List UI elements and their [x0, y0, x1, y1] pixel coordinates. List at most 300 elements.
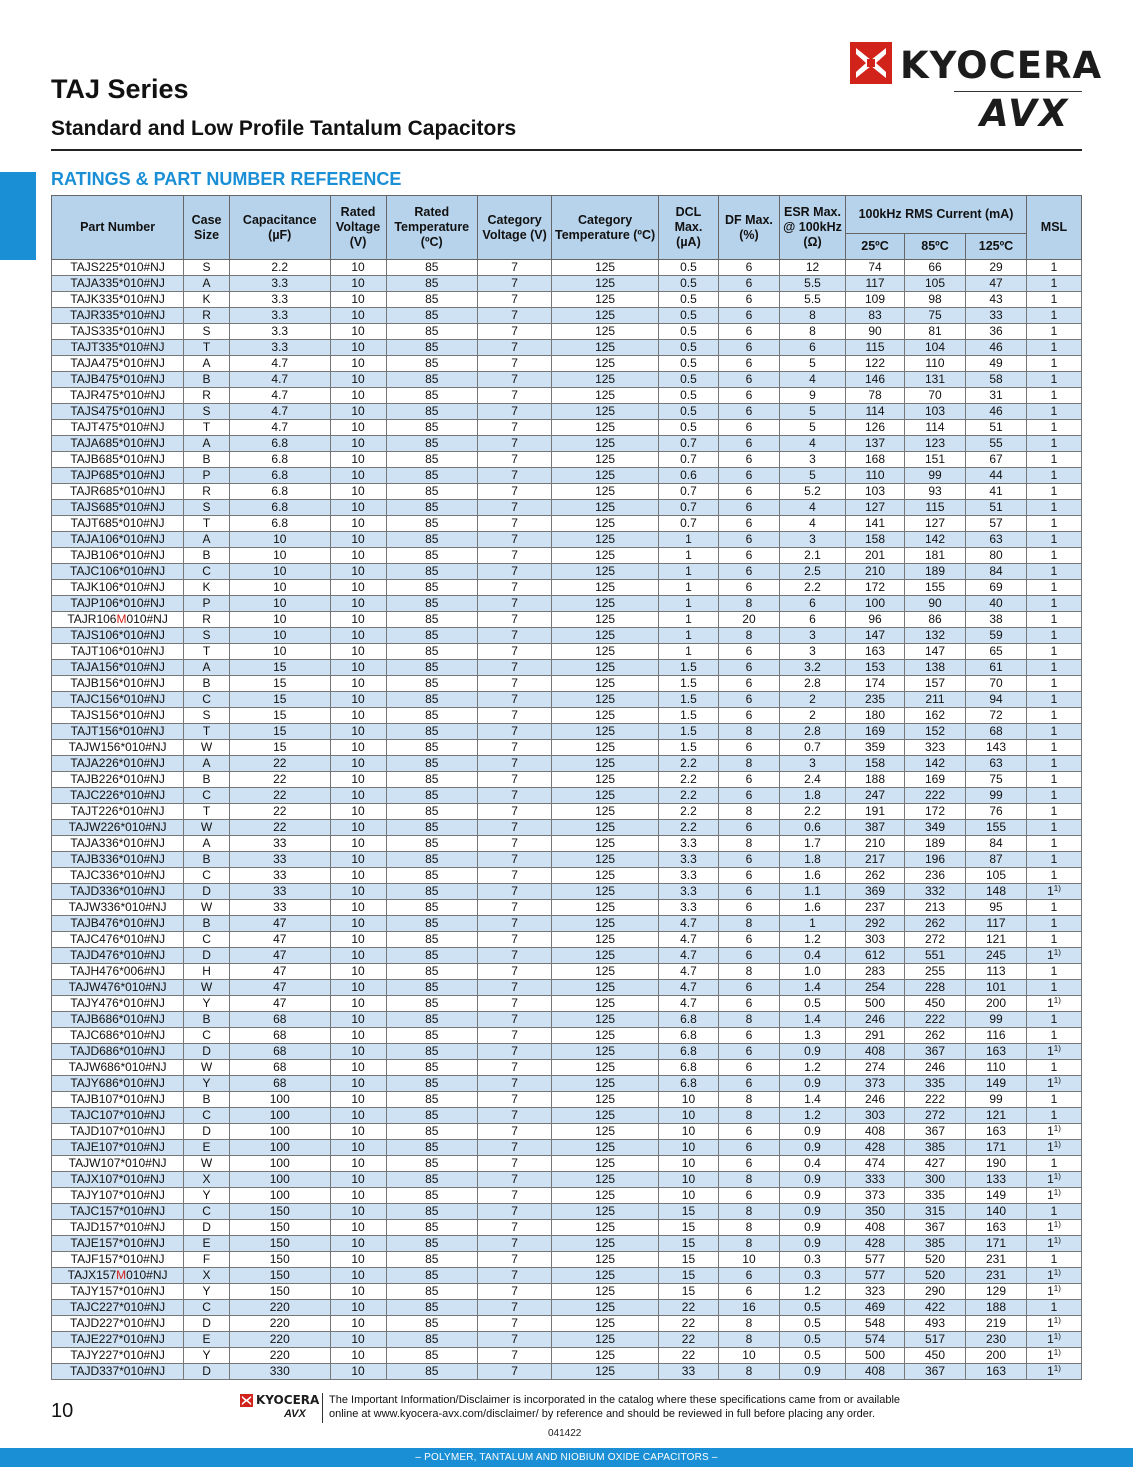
cell-df: 6	[718, 468, 779, 484]
cell-df: 6	[718, 404, 779, 420]
cell-rms-25c: 408	[846, 1220, 905, 1236]
table-row	[52, 692, 1082, 708]
cell-rms-85c: 517	[905, 1332, 966, 1348]
cell-rms-85c: 228	[905, 980, 966, 996]
cell-category-temperature: 125	[552, 1172, 659, 1188]
cell-rms-125c: 68	[966, 724, 1027, 740]
cell-dcl: 0.5	[658, 276, 718, 292]
cell-esr: 0.9	[779, 1364, 845, 1380]
cell-rated-voltage: 10	[330, 884, 386, 900]
cell-df: 6	[718, 1124, 779, 1140]
cell-case-size: R	[184, 612, 230, 628]
cell-df: 6	[718, 1268, 779, 1284]
cell-rated-temperature: 85	[386, 340, 478, 356]
table-row	[52, 532, 1082, 548]
table-row	[52, 1012, 1082, 1028]
cell-df: 6	[718, 292, 779, 308]
cell-rms-85c: 335	[905, 1188, 966, 1204]
table-row	[52, 868, 1082, 884]
cell-df: 6	[718, 852, 779, 868]
cell-rated-temperature: 85	[386, 596, 478, 612]
cell-rated-temperature: 85	[386, 612, 478, 628]
cell-df: 6	[718, 676, 779, 692]
cell-rms-85c: 142	[905, 532, 966, 548]
cell-part-number: TAJT226*010#NJ	[52, 804, 184, 820]
msl-value: 1	[1047, 1124, 1054, 1138]
footer-logo	[240, 1393, 320, 1425]
footer-logo-sub: AVX	[284, 1408, 306, 1420]
cell-category-temperature: 125	[552, 1140, 659, 1156]
cell-rms-25c: 117	[846, 276, 905, 292]
cell-category-voltage: 7	[478, 1300, 552, 1316]
cell-esr: 3.2	[779, 660, 845, 676]
cell-rms-125c: 171	[966, 1236, 1027, 1252]
cell-df: 6	[718, 1044, 779, 1060]
cell-category-voltage: 7	[478, 932, 552, 948]
cell-rms-85c: 385	[905, 1140, 966, 1156]
cell-capacitance: 100	[229, 1140, 330, 1156]
table-row	[52, 340, 1082, 356]
cell-category-voltage: 7	[478, 756, 552, 772]
footnote-marker: 1)	[1053, 1236, 1061, 1245]
cell-category-temperature: 125	[552, 452, 659, 468]
cell-case-size: A	[184, 660, 230, 676]
cell-rated-temperature: 85	[386, 1092, 478, 1108]
cell-rms-25c: 303	[846, 1108, 905, 1124]
cell-rms-85c: 172	[905, 804, 966, 820]
table-row	[52, 916, 1082, 932]
table-row	[52, 820, 1082, 836]
cell-df: 20	[718, 612, 779, 628]
cell-capacitance: 10	[229, 548, 330, 564]
cell-rms-85c: 493	[905, 1316, 966, 1332]
cell-rms-85c: 162	[905, 708, 966, 724]
cell-category-temperature: 125	[552, 532, 659, 548]
cell-rated-temperature: 85	[386, 468, 478, 484]
cell-esr: 0.5	[779, 996, 845, 1012]
cell-part-number: TAJW336*010#NJ	[52, 900, 184, 916]
cell-rated-voltage: 10	[330, 276, 386, 292]
cell-part-number: TAJS156*010#NJ	[52, 708, 184, 724]
cell-rms-125c: 43	[966, 292, 1027, 308]
table-row	[52, 964, 1082, 980]
cell-capacitance: 100	[229, 1124, 330, 1140]
cell-rms-25c: 387	[846, 820, 905, 836]
cell-esr: 6	[779, 340, 845, 356]
cell-rated-voltage: 10	[330, 436, 386, 452]
part-number-segment: 010#NJ	[126, 1268, 168, 1282]
cell-msl: 1	[1027, 260, 1082, 276]
footnote-marker: 1)	[1053, 884, 1061, 893]
cell-category-temperature: 125	[552, 596, 659, 612]
cell-category-voltage: 7	[478, 612, 552, 628]
cell-rated-voltage: 10	[330, 548, 386, 564]
cell-msl	[1027, 884, 1082, 900]
table-row	[52, 420, 1082, 436]
table-row	[52, 1140, 1082, 1156]
cell-rms-125c: 29	[966, 260, 1027, 276]
cell-esr: 2.5	[779, 564, 845, 580]
cell-category-temperature: 125	[552, 388, 659, 404]
msl-value: 1	[1047, 948, 1054, 962]
cell-rms-25c: 333	[846, 1172, 905, 1188]
cell-capacitance: 6.8	[229, 516, 330, 532]
table-row	[52, 1060, 1082, 1076]
cell-category-temperature: 125	[552, 1284, 659, 1300]
cell-msl: 1	[1027, 804, 1082, 820]
cell-esr: 0.9	[779, 1172, 845, 1188]
cell-category-voltage: 7	[478, 516, 552, 532]
cell-rms-25c: 408	[846, 1044, 905, 1060]
cell-rms-85c: 385	[905, 1236, 966, 1252]
cell-category-voltage: 7	[478, 452, 552, 468]
cell-category-temperature: 125	[552, 1124, 659, 1140]
cell-rated-voltage: 10	[330, 740, 386, 756]
cell-rms-85c: 367	[905, 1044, 966, 1060]
cell-esr: 2.2	[779, 804, 845, 820]
cell-case-size: X	[184, 1268, 230, 1284]
cell-esr: 6	[779, 596, 845, 612]
cell-case-size: T	[184, 644, 230, 660]
cell-esr: 0.3	[779, 1268, 845, 1284]
cell-category-temperature: 125	[552, 1316, 659, 1332]
footer-separator	[322, 1393, 323, 1423]
cell-rated-temperature: 85	[386, 1028, 478, 1044]
cell-rated-voltage: 10	[330, 980, 386, 996]
cell-case-size: R	[184, 308, 230, 324]
cell-capacitance: 100	[229, 1188, 330, 1204]
cell-part-number: TAJB107*010#NJ	[52, 1092, 184, 1108]
cell-case-size: D	[184, 1364, 230, 1380]
cell-part-number: TAJD336*010#NJ	[52, 884, 184, 900]
cell-dcl: 6.8	[658, 1028, 718, 1044]
cell-rms-25c: 96	[846, 612, 905, 628]
table-row	[52, 1124, 1082, 1140]
cell-part-number: TAJA226*010#NJ	[52, 756, 184, 772]
cell-rated-voltage: 10	[330, 1108, 386, 1124]
cell-capacitance: 10	[229, 580, 330, 596]
table-row	[52, 372, 1082, 388]
cell-esr: 0.9	[779, 1124, 845, 1140]
cell-category-temperature: 125	[552, 676, 659, 692]
cell-msl	[1027, 1348, 1082, 1364]
cell-category-temperature: 125	[552, 1236, 659, 1252]
cell-rms-125c: 40	[966, 596, 1027, 612]
header-divider	[51, 149, 1082, 151]
cell-case-size: C	[184, 1300, 230, 1316]
cell-rms-85c: 66	[905, 260, 966, 276]
cell-dcl: 0.7	[658, 484, 718, 500]
cell-capacitance: 22	[229, 756, 330, 772]
cell-dcl: 15	[658, 1220, 718, 1236]
cell-rated-temperature: 85	[386, 804, 478, 820]
cell-part-number: TAJW686*010#NJ	[52, 1060, 184, 1076]
cell-msl	[1027, 1044, 1082, 1060]
cell-case-size: Y	[184, 1284, 230, 1300]
cell-esr: 5	[779, 404, 845, 420]
cell-esr: 0.4	[779, 948, 845, 964]
cell-category-voltage: 7	[478, 324, 552, 340]
cell-rated-voltage: 10	[330, 484, 386, 500]
table-row	[52, 484, 1082, 500]
cell-case-size: C	[184, 1108, 230, 1124]
cell-rms-25c: 103	[846, 484, 905, 500]
msl-value: 1	[1047, 1268, 1054, 1282]
cell-part-number: TAJB336*010#NJ	[52, 852, 184, 868]
cell-df: 6	[718, 564, 779, 580]
cell-esr: 0.6	[779, 820, 845, 836]
cell-capacitance: 68	[229, 1076, 330, 1092]
cell-rms-25c: 158	[846, 532, 905, 548]
cell-df: 6	[718, 388, 779, 404]
cell-df: 8	[718, 1332, 779, 1348]
cell-rated-temperature: 85	[386, 548, 478, 564]
cell-category-temperature: 125	[552, 612, 659, 628]
cell-msl: 1	[1027, 644, 1082, 660]
cell-case-size: R	[184, 484, 230, 500]
header-rated-voltage: Rated Voltage (V)	[330, 196, 386, 260]
cell-rms-25c: 350	[846, 1204, 905, 1220]
cell-rms-85c: 367	[905, 1124, 966, 1140]
cell-rms-125c: 110	[966, 1060, 1027, 1076]
table-row	[52, 1220, 1082, 1236]
cell-capacitance: 330	[229, 1364, 330, 1380]
cell-dcl: 1	[658, 564, 718, 580]
cell-dcl: 2.2	[658, 756, 718, 772]
cell-category-voltage: 7	[478, 708, 552, 724]
table-row	[52, 932, 1082, 948]
cell-category-voltage: 7	[478, 964, 552, 980]
table-row	[52, 1268, 1082, 1284]
cell-part-number: TAJE157*010#NJ	[52, 1236, 184, 1252]
cell-rms-25c: 246	[846, 1012, 905, 1028]
cell-rated-voltage: 10	[330, 1060, 386, 1076]
table-row	[52, 772, 1082, 788]
cell-case-size: P	[184, 596, 230, 612]
cell-rated-voltage: 10	[330, 708, 386, 724]
cell-rated-temperature: 85	[386, 1204, 478, 1220]
cell-category-voltage: 7	[478, 468, 552, 484]
cell-rms-125c: 63	[966, 756, 1027, 772]
cell-dcl: 10	[658, 1140, 718, 1156]
cell-rms-125c: 133	[966, 1172, 1027, 1188]
cell-rated-temperature: 85	[386, 1284, 478, 1300]
msl-value: 1	[1047, 1236, 1054, 1250]
cell-dcl: 2.2	[658, 788, 718, 804]
table-row	[52, 740, 1082, 756]
cell-category-voltage: 7	[478, 660, 552, 676]
disclaimer-text	[329, 1393, 929, 1421]
cell-msl: 1	[1027, 1252, 1082, 1268]
cell-part-number: TAJW226*010#NJ	[52, 820, 184, 836]
cell-rated-voltage: 10	[330, 1252, 386, 1268]
cell-msl	[1027, 948, 1082, 964]
cell-msl	[1027, 1076, 1082, 1092]
cell-rms-85c: 181	[905, 548, 966, 564]
cell-rms-85c: 427	[905, 1156, 966, 1172]
cell-df: 6	[718, 820, 779, 836]
cell-esr: 3	[779, 628, 845, 644]
header-category-temperature: Category Temperature (ºC)	[552, 196, 659, 260]
cell-dcl: 3.3	[658, 884, 718, 900]
cell-rated-voltage: 10	[330, 916, 386, 932]
cell-part-number: TAJB156*010#NJ	[52, 676, 184, 692]
cell-category-voltage: 7	[478, 1124, 552, 1140]
cell-case-size: E	[184, 1236, 230, 1252]
cell-rms-85c: 142	[905, 756, 966, 772]
cell-category-voltage: 7	[478, 628, 552, 644]
cell-category-voltage: 7	[478, 308, 552, 324]
cell-category-voltage: 7	[478, 884, 552, 900]
table-row	[52, 1188, 1082, 1204]
cell-rated-voltage: 10	[330, 1364, 386, 1380]
cell-dcl: 15	[658, 1252, 718, 1268]
page-number: 10	[51, 1400, 74, 1422]
cell-part-number: TAJY686*010#NJ	[52, 1076, 184, 1092]
cell-esr: 9	[779, 388, 845, 404]
table-row	[52, 884, 1082, 900]
cell-rated-voltage: 10	[330, 1092, 386, 1108]
footer-kyocera-mark-icon	[240, 1394, 253, 1407]
cell-case-size: Y	[184, 1188, 230, 1204]
cell-rated-temperature: 85	[386, 532, 478, 548]
cell-category-temperature: 125	[552, 740, 659, 756]
cell-capacitance: 100	[229, 1092, 330, 1108]
cell-df: 6	[718, 644, 779, 660]
cell-rms-25c: 474	[846, 1156, 905, 1172]
cell-part-number: TAJD476*010#NJ	[52, 948, 184, 964]
cell-esr: 2.2	[779, 580, 845, 596]
cell-rms-25c: 158	[846, 756, 905, 772]
table-row	[52, 788, 1082, 804]
cell-dcl: 3.3	[658, 868, 718, 884]
cell-df: 6	[718, 884, 779, 900]
table-row	[52, 500, 1082, 516]
cell-case-size: W	[184, 1060, 230, 1076]
cell-category-temperature: 125	[552, 916, 659, 932]
cell-df: 8	[718, 964, 779, 980]
cell-rms-125c: 149	[966, 1076, 1027, 1092]
part-number-segment: TAJX157	[67, 1268, 117, 1282]
cell-part-number: TAJB226*010#NJ	[52, 772, 184, 788]
cell-msl	[1027, 1220, 1082, 1236]
footer-category-bar: – POLYMER, TANTALUM AND NIOBIUM OXIDE CAPACITORS –	[0, 1448, 1133, 1467]
cell-part-number: TAJP106*010#NJ	[52, 596, 184, 612]
table-row	[52, 388, 1082, 404]
cell-rms-125c: 49	[966, 356, 1027, 372]
cell-rated-temperature: 85	[386, 1172, 478, 1188]
cell-esr: 0.5	[779, 1316, 845, 1332]
cell-rated-temperature: 85	[386, 1140, 478, 1156]
cell-part-number: TAJW476*010#NJ	[52, 980, 184, 996]
cell-msl	[1027, 1364, 1082, 1380]
cell-part-number: TAJS685*010#NJ	[52, 500, 184, 516]
cell-rated-temperature: 85	[386, 676, 478, 692]
cell-case-size: C	[184, 1028, 230, 1044]
cell-rated-temperature: 85	[386, 1188, 478, 1204]
cell-category-voltage: 7	[478, 1076, 552, 1092]
cell-part-number: TAJC107*010#NJ	[52, 1108, 184, 1124]
cell-rated-voltage: 10	[330, 788, 386, 804]
cell-msl	[1027, 996, 1082, 1012]
cell-dcl: 1	[658, 548, 718, 564]
cell-rated-temperature: 85	[386, 916, 478, 932]
cell-rms-25c: 126	[846, 420, 905, 436]
cell-esr: 1.8	[779, 852, 845, 868]
header-part-number: Part Number	[52, 196, 184, 260]
cell-category-voltage: 7	[478, 724, 552, 740]
cell-rated-voltage: 10	[330, 260, 386, 276]
cell-case-size: Y	[184, 1348, 230, 1364]
cell-capacitance: 100	[229, 1156, 330, 1172]
cell-df: 6	[718, 276, 779, 292]
cell-msl: 1	[1027, 916, 1082, 932]
cell-rms-125c: 116	[966, 1028, 1027, 1044]
cell-rms-25c: 247	[846, 788, 905, 804]
header-rms-85c: 85ºC	[905, 234, 966, 260]
cell-category-temperature: 125	[552, 868, 659, 884]
cell-rms-125c: 163	[966, 1124, 1027, 1140]
cell-df: 6	[718, 1188, 779, 1204]
footnote-marker: 1)	[1053, 1188, 1061, 1197]
cell-rated-voltage: 10	[330, 564, 386, 580]
cell-case-size: R	[184, 388, 230, 404]
header-capacitance: Capacitance (µF)	[229, 196, 330, 260]
cell-msl	[1027, 1140, 1082, 1156]
cell-rms-125c: 94	[966, 692, 1027, 708]
cell-part-number: TAJS106*010#NJ	[52, 628, 184, 644]
cell-rms-25c: 168	[846, 452, 905, 468]
table-row	[52, 1204, 1082, 1220]
cell-case-size: K	[184, 580, 230, 596]
cell-capacitance: 3.3	[229, 276, 330, 292]
cell-df: 6	[718, 308, 779, 324]
cell-capacitance: 6.8	[229, 500, 330, 516]
cell-rms-25c: 262	[846, 868, 905, 884]
table-row	[52, 1236, 1082, 1252]
cell-rms-125c: 219	[966, 1316, 1027, 1332]
cell-rated-voltage: 10	[330, 1028, 386, 1044]
cell-category-voltage: 7	[478, 500, 552, 516]
cell-dcl: 22	[658, 1316, 718, 1332]
cell-msl	[1027, 1316, 1082, 1332]
cell-dcl: 15	[658, 1268, 718, 1284]
cell-capacitance: 68	[229, 1060, 330, 1076]
cell-esr: 0.7	[779, 740, 845, 756]
cell-category-temperature: 125	[552, 708, 659, 724]
cell-dcl: 4.7	[658, 996, 718, 1012]
cell-df: 8	[718, 916, 779, 932]
footnote-marker: 1)	[1053, 1316, 1061, 1325]
cell-esr: 3	[779, 756, 845, 772]
cell-msl	[1027, 1236, 1082, 1252]
cell-part-number: TAJC336*010#NJ	[52, 868, 184, 884]
cell-capacitance: 150	[229, 1204, 330, 1220]
cell-msl: 1	[1027, 692, 1082, 708]
cell-rms-125c: 121	[966, 1108, 1027, 1124]
cell-category-temperature: 125	[552, 932, 659, 948]
cell-rated-voltage: 10	[330, 820, 386, 836]
msl-value: 1	[1047, 1220, 1054, 1234]
cell-dcl: 2.2	[658, 804, 718, 820]
cell-category-voltage: 7	[478, 852, 552, 868]
cell-rated-voltage: 10	[330, 1220, 386, 1236]
cell-rms-85c: 323	[905, 740, 966, 756]
cell-dcl: 0.5	[658, 292, 718, 308]
cell-rated-temperature: 85	[386, 372, 478, 388]
cell-rms-125c: 36	[966, 324, 1027, 340]
cell-rms-125c: 84	[966, 564, 1027, 580]
